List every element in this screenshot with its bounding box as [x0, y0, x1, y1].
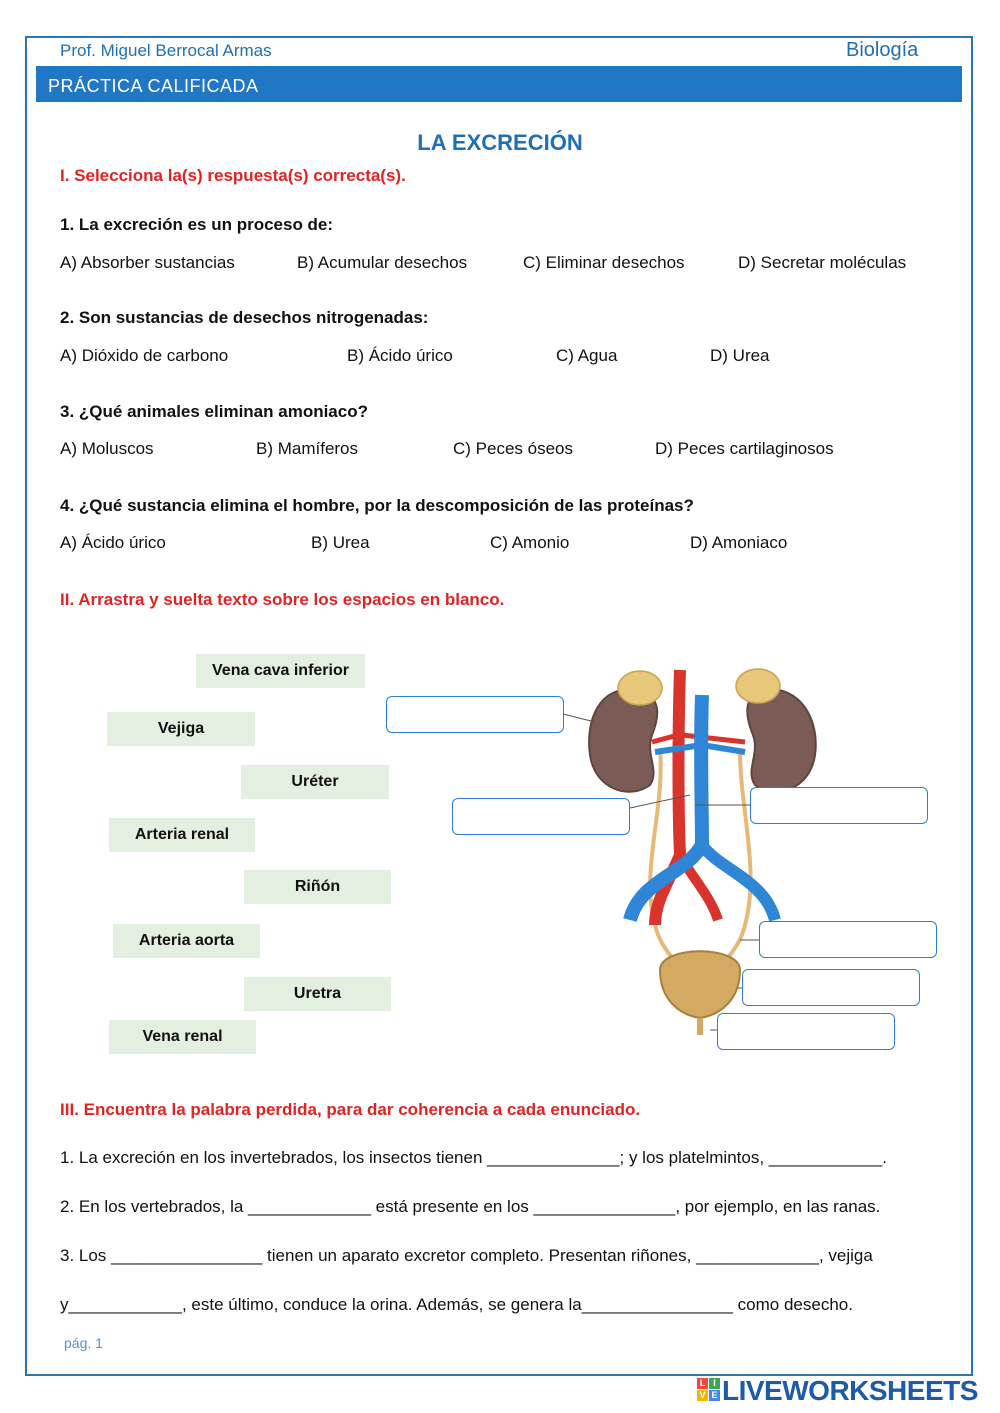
word-tile-vena-cava-inferior[interactable]: Vena cava inferior [196, 654, 365, 688]
liveworksheets-logo-icon: L I V E [697, 1378, 720, 1401]
word-tile-arteria-aorta[interactable]: Arteria aorta [113, 924, 260, 958]
drop-zone-6[interactable] [717, 1013, 895, 1050]
section-3-heading: III. Encuentra la palabra perdida, para dar coherencia a cada enunciado. [60, 1100, 641, 1119]
q1-option-a[interactable]: A) Absorber sustancias [60, 253, 235, 272]
q3-option-c[interactable]: C) Peces óseos [453, 439, 573, 458]
fill-sentence-2[interactable]: 2. En los vertebrados, la _____________ está presente en los _______________, por ejemplo, en las ranas. [60, 1197, 881, 1216]
banner-title: PRÁCTICA CALIFICADA [48, 76, 259, 96]
word-tile-uretra[interactable]: Uretra [244, 977, 391, 1011]
question-4: 4. ¿Qué sustancia elimina el hombre, por la descomposición de las proteínas? [60, 496, 694, 515]
word-tile-ureter[interactable]: Uréter [241, 765, 389, 799]
q2-option-c[interactable]: C) Agua [556, 346, 618, 365]
liveworksheets-brand[interactable]: LIVEWORKSHEETS [722, 1375, 978, 1406]
q3-option-d[interactable]: D) Peces cartilaginosos [655, 439, 834, 458]
fill-sentence-4[interactable]: y____________, este último, conduce la orina. Además, se genera la________________ como desecho. [60, 1295, 853, 1314]
q4-option-b[interactable]: B) Urea [311, 533, 370, 552]
section-1-heading: I. Selecciona la(s) respuesta(s) correcta(s). [60, 166, 406, 185]
drop-zone-2[interactable] [452, 798, 630, 835]
question-3: 3. ¿Qué animales eliminan amoniaco? [60, 402, 368, 421]
q3-option-a[interactable]: A) Moluscos [60, 439, 154, 458]
drop-zone-4[interactable] [759, 921, 937, 958]
drop-zone-5[interactable] [742, 969, 920, 1006]
word-tile-arteria-renal[interactable]: Arteria renal [109, 818, 255, 852]
fill-sentence-3[interactable]: 3. Los ________________ tienen un aparato excretor completo. Presentan riñones, _____________, vejiga [60, 1246, 873, 1265]
author-name: Prof. Miguel Berrocal Armas [60, 41, 272, 60]
word-tile-vejiga[interactable]: Vejiga [107, 712, 255, 746]
drop-zone-3[interactable] [750, 787, 928, 824]
q4-option-a[interactable]: A) Ácido úrico [60, 533, 166, 552]
section-2-heading: II. Arrastra y suelta texto sobre los espacios en blanco. [60, 590, 505, 609]
q4-option-d[interactable]: D) Amoniaco [690, 533, 788, 552]
q1-option-c[interactable]: C) Eliminar desechos [523, 253, 685, 272]
q2-option-b[interactable]: B) Ácido úrico [347, 346, 453, 365]
page-number: pág. 1 [64, 1335, 103, 1351]
q2-option-d[interactable]: D) Urea [710, 346, 770, 365]
word-tile-rinon[interactable]: Riñón [244, 870, 391, 904]
fill-sentence-1[interactable]: 1. La excreción en los invertebrados, los insectos tienen ______________; y los platelmintos, ____________. [60, 1148, 887, 1167]
question-2: 2. Son sustancias de desechos nitrogenadas: [60, 308, 429, 327]
q4-option-c[interactable]: C) Amonio [490, 533, 570, 552]
q2-option-a[interactable]: A) Dióxido de carbono [60, 346, 229, 365]
q1-option-d[interactable]: D) Secretar moléculas [738, 253, 907, 272]
question-1: 1. La excreción es un proceso de: [60, 215, 334, 234]
drop-zone-1[interactable] [386, 696, 564, 733]
q1-option-b[interactable]: B) Acumular desechos [297, 253, 468, 272]
page-title: LA EXCRECIÓN [417, 130, 583, 155]
q3-option-b[interactable]: B) Mamíferos [256, 439, 359, 458]
word-tile-vena-renal[interactable]: Vena renal [109, 1020, 256, 1054]
subject-label: Biología [846, 39, 919, 61]
